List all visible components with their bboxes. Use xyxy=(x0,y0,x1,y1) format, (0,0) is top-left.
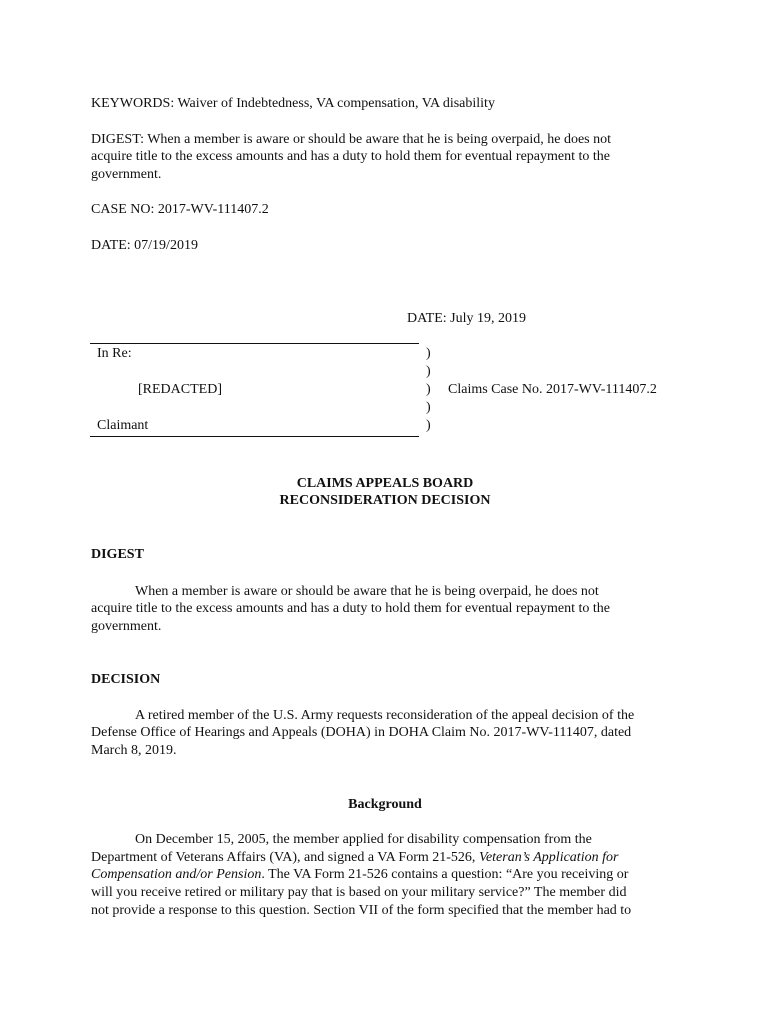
case-number: CASE NO: 2017-WV-111407.2 xyxy=(91,202,269,217)
decision-text-line: Defense Office of Hearings and Appeals (DOHA) in DOHA Claim No. 2017-WV-111407, dated xyxy=(91,725,632,740)
background-text-line xyxy=(91,849,618,867)
form-title-italic: Compensation and/or Pension xyxy=(91,867,262,882)
digest-heading: DIGEST xyxy=(91,547,144,562)
claimant-label: Claimant xyxy=(97,418,149,433)
digest-summary-line: DIGEST: When a member is aware or should be aware that he is being overpaid, he does not xyxy=(91,132,611,147)
digest-text-line: government. xyxy=(91,619,162,634)
background-text-line: On December 15, 2005, the member applied for disability compensation from the xyxy=(135,832,592,847)
background-text-segment: Department of Veterans Affairs (VA), and signed a VA Form 21-526, xyxy=(91,850,479,865)
form-title-italic: Veteran’s Application for xyxy=(478,850,619,865)
digest-summary-line: acquire title to the excess amounts and has a duty to hold them for eventual repayment to the xyxy=(91,149,611,164)
decision-heading: DECISION xyxy=(91,672,161,687)
background-text-line: not provide a response to this question. Section VII of the form specified that the member had to xyxy=(91,903,632,918)
digest-summary-line: government. xyxy=(91,167,162,182)
caption-paren: ) xyxy=(426,346,431,361)
background-heading: Background xyxy=(348,797,422,812)
caption-paren: ) xyxy=(426,418,431,433)
in-re-label: In Re: xyxy=(97,346,132,361)
decision-date: DATE: July 19, 2019 xyxy=(407,311,526,326)
decision-text-line: A retired member of the U.S. Army requests reconsideration of the appeal decision of the xyxy=(135,708,635,723)
digest-text-line: When a member is aware or should be aware that he is being overpaid, he does not xyxy=(135,584,599,599)
keywords-line: KEYWORDS: Waiver of Indebtedness, VA compensation, VA disability xyxy=(91,96,495,111)
caption-paren: ) xyxy=(426,382,431,397)
digest-text-line: acquire title to the excess amounts and has a duty to hold them for eventual repayment to the xyxy=(91,601,611,616)
claims-case-number: Claims Case No. 2017-WV-111407.2 xyxy=(448,382,657,397)
background-text-line xyxy=(91,866,628,884)
board-title: CLAIMS APPEALS BOARD xyxy=(296,476,474,491)
decision-title: RECONSIDERATION DECISION xyxy=(279,493,491,508)
caption-paren: ) xyxy=(426,364,431,379)
background-text-segment: . The VA Form 21-526 contains a question: “Are you receiving or xyxy=(261,867,629,882)
caption-paren: ) xyxy=(426,400,431,415)
redacted-name: [REDACTED] xyxy=(138,382,222,397)
background-text-line: will you receive retired or military pay that is based on your military service?” The member did xyxy=(91,885,627,900)
caption-top-rule xyxy=(90,343,419,344)
decision-text-line: March 8, 2019. xyxy=(91,743,177,758)
date-line: DATE: 07/19/2019 xyxy=(91,238,198,253)
caption-bottom-rule xyxy=(90,436,419,437)
